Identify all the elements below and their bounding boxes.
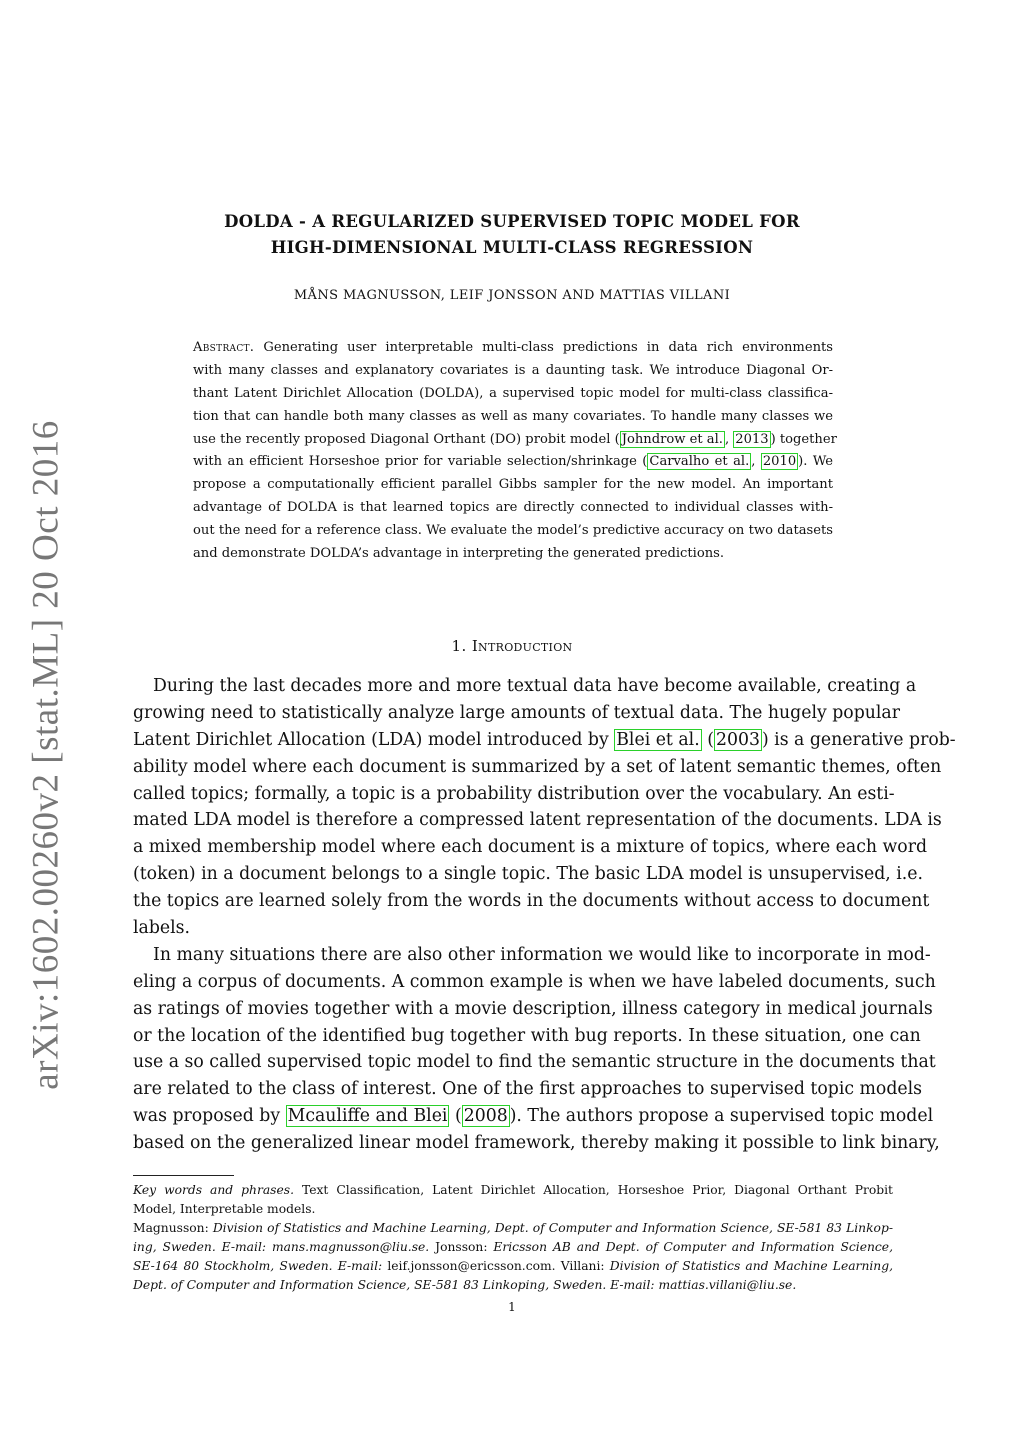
citation-link-mcauliffe[interactable]: Mcauliffe and Blei [287, 1106, 448, 1127]
body-line: a mixed membership model where each document is a mixture of topics, where each word [133, 837, 928, 858]
body-line: During the last decades more and more textual data have become available, creating a [153, 676, 917, 696]
body-line: growing need to statistically analyze large amounts of textual data. The hugely popular [133, 702, 900, 723]
abstract-line: with an efficient Horseshoe prior for variable selection/shrinkage ( Carvalho et al. , 2010 ). We [193, 454, 833, 470]
footnote-affiliation-line: SE-164 80 Stockholm, Sweden. E-mail: leif.jonsson@ericsson.com. Villani: Division of Statistics and Machine Learning, [133, 1259, 893, 1274]
citation-link-blei[interactable]: Blei et al. [616, 729, 700, 750]
body-line: ability model where each document is summarized by a set of latent semantic themes, often [133, 756, 942, 777]
footnotes [133, 1181, 893, 1296]
paper-title-line-2: HIGH-DIMENSIONAL MULTI-CLASS REGRESSION [270, 238, 754, 257]
citation-year-link-carvalho[interactable]: 2010 [762, 454, 797, 470]
keywords-label: Key words and phrases. [133, 1183, 294, 1197]
body-line: or the location of the identified bug together with bug reports. In these situation, one can [133, 1025, 921, 1046]
citation-year-link-blei[interactable]: 2003 [715, 729, 760, 750]
abstract-line: with many classes and explanatory covariates is a daunting task. We introduce Diagonal Or- [193, 362, 833, 378]
body-text [133, 673, 956, 1157]
body-line: (token) in a document belongs to a single topic. The basic LDA model is unsupervised, i.e. [133, 864, 923, 885]
body-line: use a so called supervised topic model to find the semantic structure in the documents that [133, 1052, 936, 1073]
arxiv-identifier-text: arXiv:1602.00260v2 [stat.ML] 20 Oct 2016 [25, 420, 66, 1090]
citation-year-link-johndrow[interactable]: 2013 [735, 431, 769, 447]
paper-authors: MÅNS MAGNUSSON, LEIF JONSSON AND MATTIAS VILLANI [293, 288, 731, 303]
paper-title-line-1: DOLDA - A REGULARIZED SUPERVISED TOPIC MODEL FOR [224, 212, 800, 231]
abstract [193, 337, 837, 566]
footnote-keywords-line: Model, Interpretable models. [133, 1202, 316, 1217]
body-line: Latent Dirichlet Allocation (LDA) model introduced by Blei et al. ( 2003 ) is a generative prob- [133, 729, 956, 750]
abstract-label: Abstract. [193, 340, 255, 355]
body-line: was proposed by Mcauliffe and Blei ( 2008 ). The authors propose a supervised topic model [133, 1106, 934, 1127]
abstract-line: use the recently proposed Diagonal Orthant (DO) probit model ( Johndrow et al. , 2013 ) together [193, 431, 837, 447]
abstract-line: out the need for a reference class. We evaluate the model’s predictive accuracy on two datasets [193, 523, 833, 539]
abstract-line: thant Latent Dirichlet Allocation (DOLDA), a supervised topic model for multi-class classifica- [193, 385, 833, 401]
footnote-divider [133, 1175, 234, 1176]
paper-title [0, 209, 1024, 261]
section-heading-introduction [0, 637, 1024, 655]
body-line: are related to the class of interest. One of the first approaches to supervised topic models [133, 1079, 923, 1100]
footnote-affiliation-line: Magnusson: Division of Statistics and Machine Learning, Dept. of Computer and Information Science, SE-581 83 Linkop- [133, 1221, 893, 1236]
footnote-affiliation-line: Dept. of Computer and Information Science, SE-581 83 Linkoping, Sweden. E-mail: mattias.villani@liu.se. [133, 1278, 797, 1293]
citation-link-carvalho[interactable]: Carvalho et al. [649, 454, 750, 470]
footnote-affiliation-line: ing, Sweden. E-mail: mans.magnusson@liu.se. Jonsson: Ericsson AB and Dept. of Computer and Information Science, [133, 1240, 893, 1255]
page-number: 1 [508, 1300, 516, 1314]
section-number: 1. [451, 637, 467, 655]
body-line: In many situations there are also other information we would like to incorporate in mod- [153, 944, 931, 965]
body-line: called topics; formally, a topic is a probability distribution over the vocabulary. An esti- [133, 783, 895, 804]
citation-year-link-mcauliffe[interactable]: 2008 [463, 1106, 508, 1127]
arxiv-identifier-stamp [18, 420, 73, 1090]
body-line: the topics are learned solely from the words in the documents without access to document [133, 891, 930, 912]
abstract-line: tion that can handle both many classes as well as many covariates. To handle many classes we [193, 408, 833, 424]
abstract-line: Abstract. Generating user interpretable multi-class predictions in data rich environments [193, 340, 834, 355]
body-line: eling a corpus of documents. A common example is when we have labeled documents, such [133, 971, 936, 992]
section-title: Introduction [471, 637, 573, 655]
citation-link-johndrow[interactable]: Johndrow et al. [621, 431, 723, 447]
abstract-line: advantage of DOLDA is that learned topics are directly connected to individual classes with- [193, 500, 833, 516]
footnote-keywords-line: Key words and phrases. Text Classification, Latent Dirichlet Allocation, Horseshoe Prior, Diagonal Orthant Probit [133, 1183, 893, 1197]
body-line: mated LDA model is therefore a compressed latent representation of the documents. LDA is [133, 810, 942, 831]
body-line: labels. [133, 918, 191, 939]
body-line: based on the generalized linear model framework, thereby making it possible to link binary, [133, 1133, 940, 1154]
abstract-line: propose a computationally efficient parallel Gibbs sampler for the new model. An important [193, 477, 833, 493]
body-line: as ratings of movies together with a movie description, illness category in medical journals [133, 998, 933, 1019]
abstract-line: and demonstrate DOLDA’s advantage in interpreting the generated predictions. [193, 546, 725, 562]
